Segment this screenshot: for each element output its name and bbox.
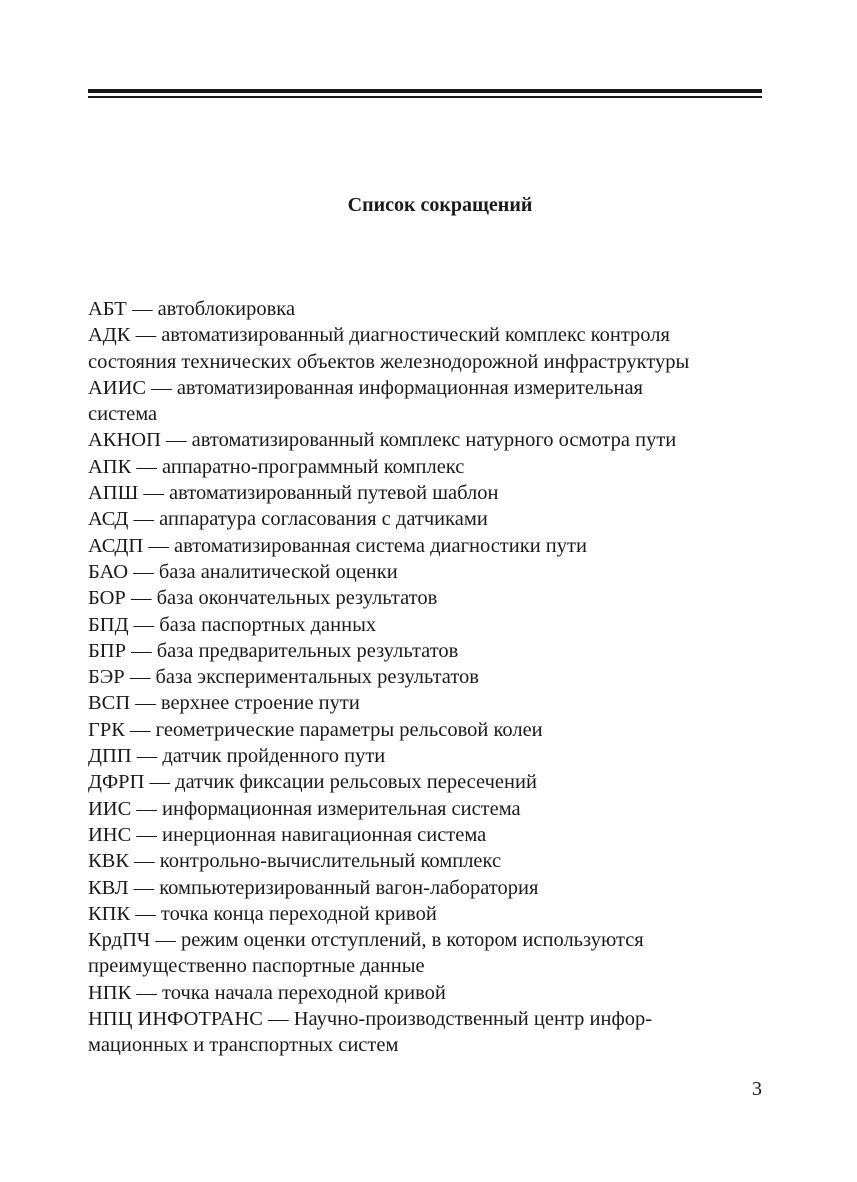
list-item: АПШ — автоматизированный путевой шаблон (88, 482, 499, 505)
list-item: НПЦ ИНФОТРАНС — Научно-производственный центр инфор- (88, 1008, 653, 1031)
list-item: БПР — база предварительных результатов (88, 639, 459, 662)
list-item: БОР — база окончательных результатов (88, 587, 438, 610)
list-item: БЭР — база экспериментальных результатов (88, 666, 479, 689)
list-item: ИНС — инерционная навигационная система (88, 823, 487, 846)
list-item: состояния технических объектов железнодорожной инфраструктуры (88, 350, 690, 373)
page-title: Список сокращений (347, 194, 533, 216)
list-item: ДФРП — датчик фиксации рельсовых пересечений (88, 771, 537, 794)
list-item: КрдПЧ — режим оценки отступлений, в котором используются (88, 929, 644, 952)
list-item: АПК — аппаратно-программный комплекс (88, 455, 465, 478)
list-item: АСД — аппаратура согласования с датчиками (88, 508, 488, 531)
page-number: 3 (752, 1078, 762, 1100)
list-item: КВЛ — компьютеризированный вагон-лаборатория (88, 876, 539, 899)
list-item: АБТ — автоблокировка (88, 298, 296, 320)
list-item: БПД — база паспортных данных (88, 613, 377, 636)
list-item: АДК — автоматизированный диагностический комплекс контроля (88, 324, 670, 347)
list-item: преимущественно паспортные данные (88, 955, 425, 978)
header-rule-thick (88, 89, 762, 93)
list-item: КВК — контрольно-вычислительный комплекс (88, 850, 502, 873)
list-item: ГРК — геометрические параметры рельсовой колеи (88, 718, 543, 741)
header-rule-thin (88, 96, 762, 98)
list-item: БАО — база аналитической оценки (88, 560, 398, 583)
list-item: мационных и транспортных систем (88, 1034, 399, 1057)
abbreviation-list (88, 296, 768, 1059)
list-item: АСДП — автоматизированная система диагностики пути (88, 534, 587, 557)
list-item: ИИС — информационная измерительная система (88, 797, 521, 820)
list-item: система (88, 403, 158, 426)
list-item: КПК — точка конца переходной кривой (88, 902, 437, 925)
list-item: ВСП — верхнее строение пути (88, 692, 360, 715)
list-item: НПК — точка начала переходной кривой (88, 981, 446, 1004)
list-item: АКНОП — автоматизированный комплекс натурного осмотра пути (88, 429, 677, 452)
list-item: ДПП — датчик пройденного пути (88, 745, 386, 768)
list-item: АИИС — автоматизированная информационная измерительная (88, 376, 643, 399)
